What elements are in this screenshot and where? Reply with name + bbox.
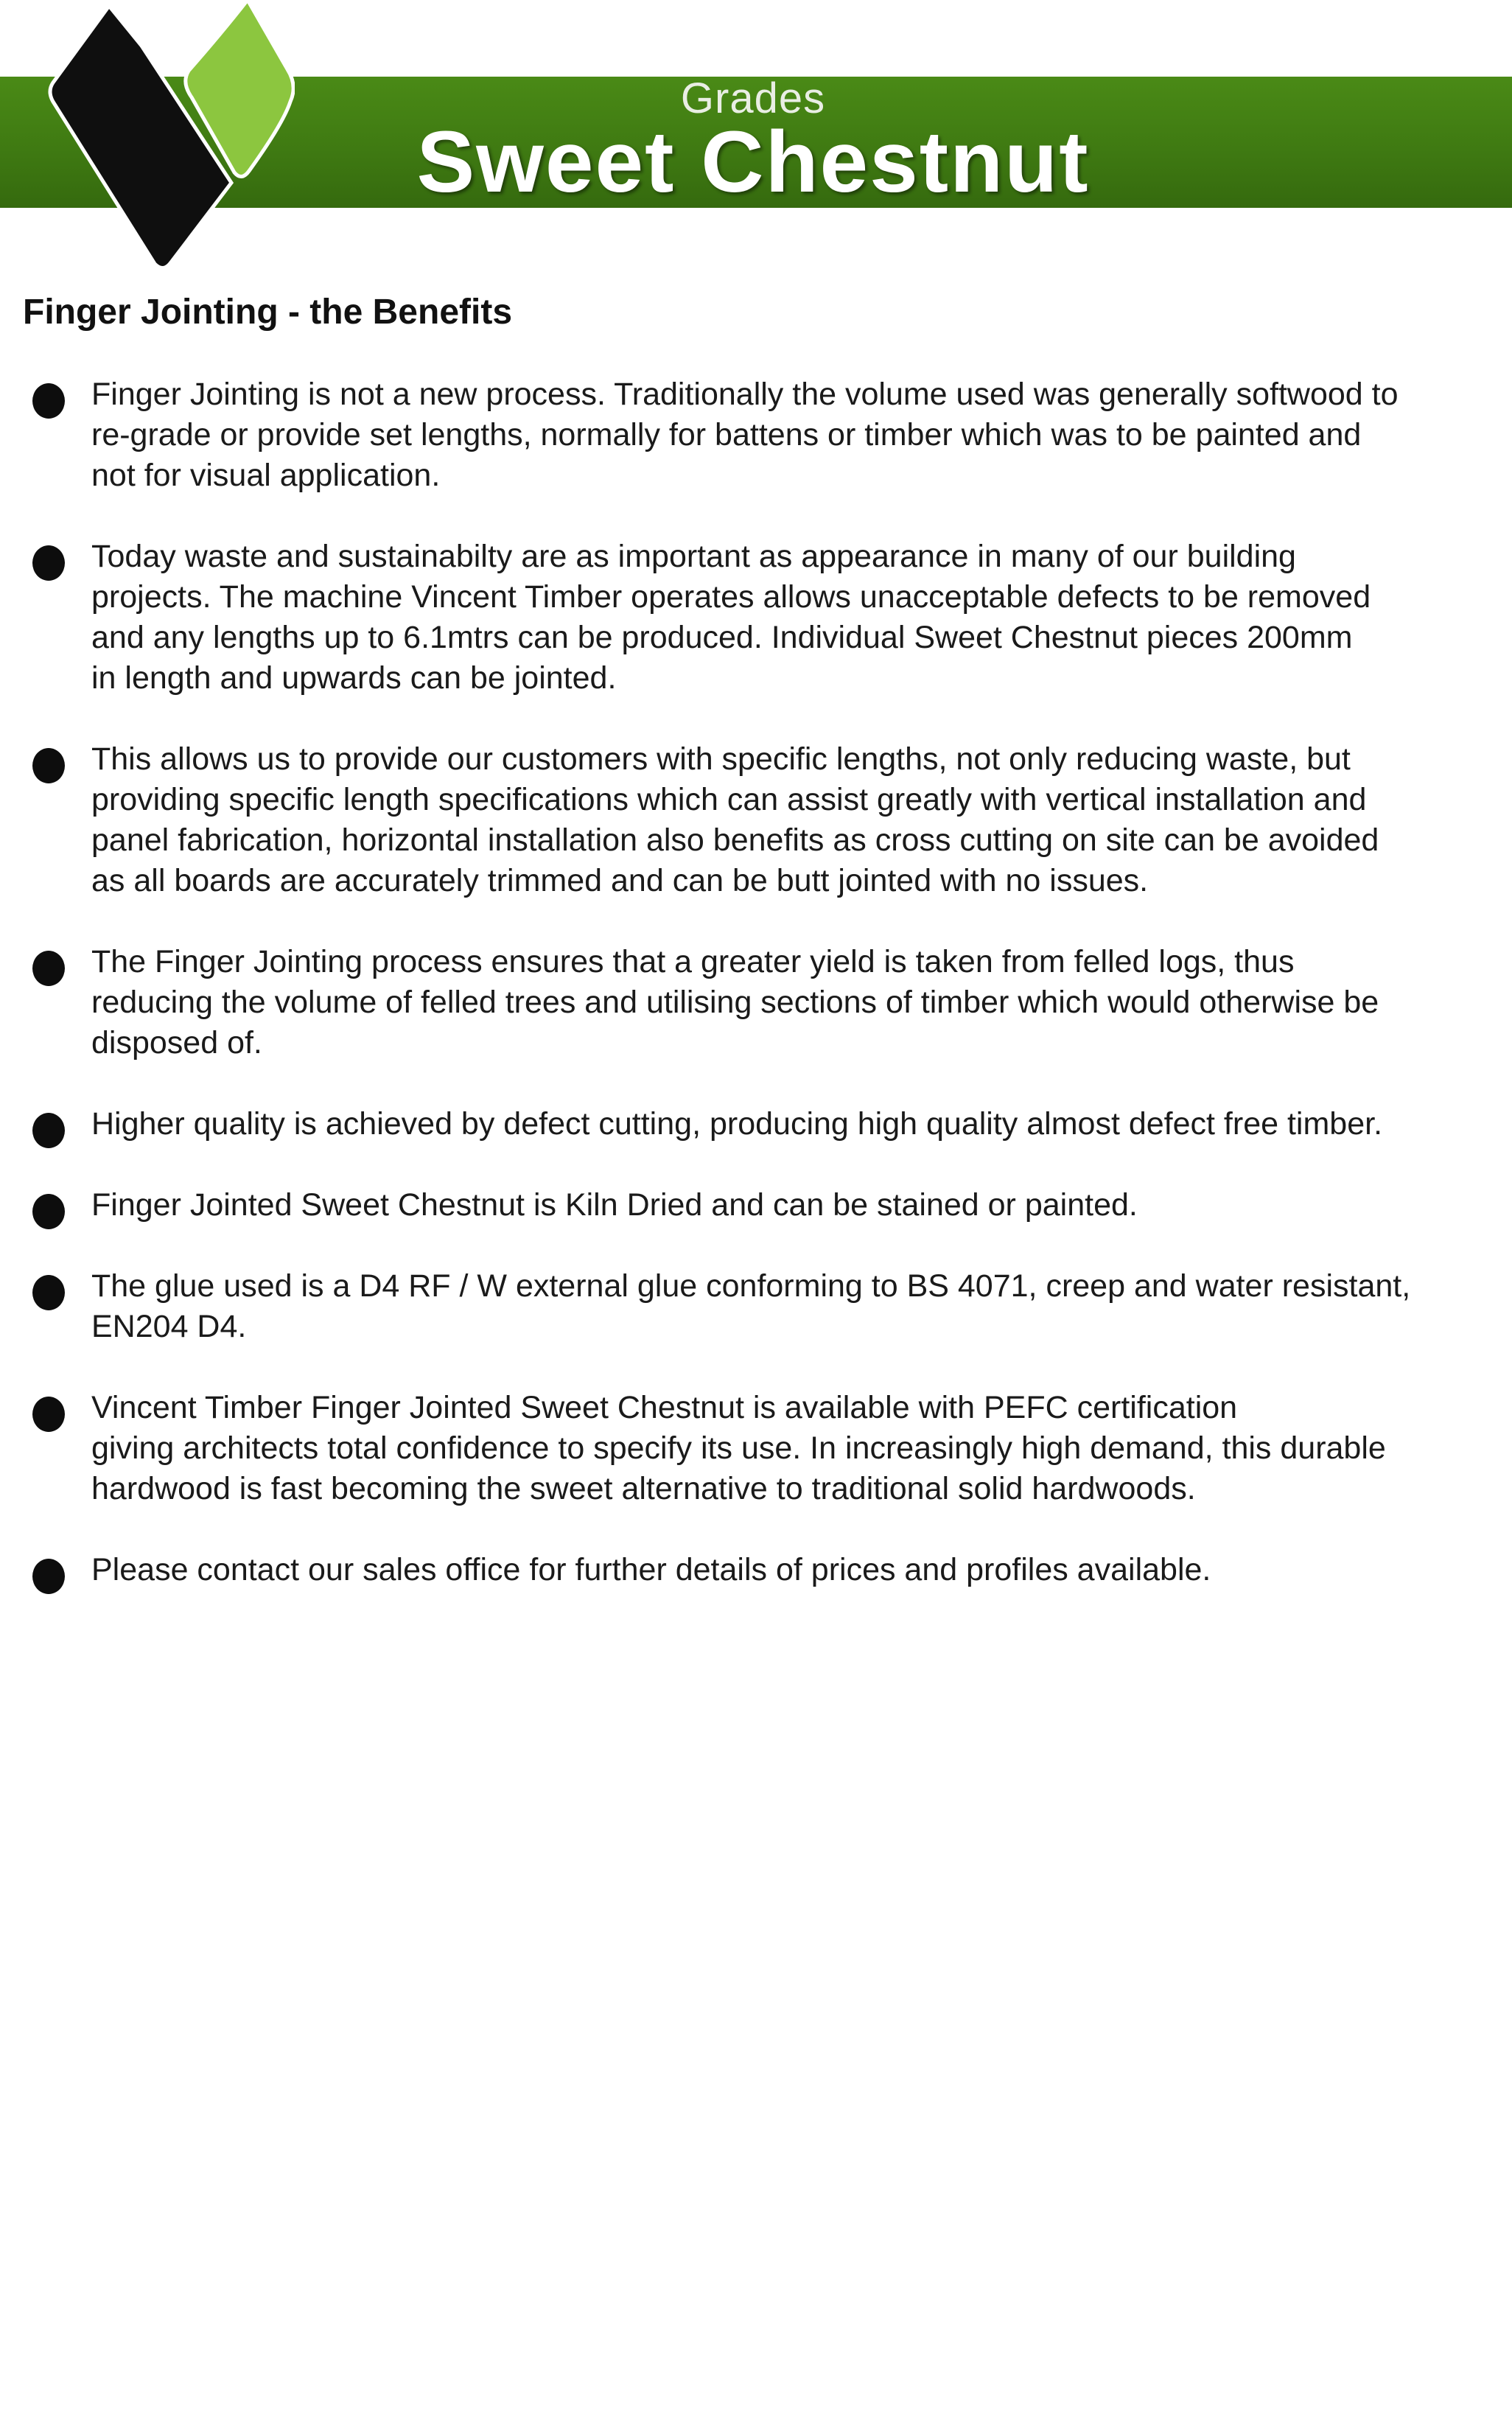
- section-heading: Finger Jointing - the Benefits: [23, 293, 513, 332]
- list-item-line: Higher quality is achieved by defect cutting, producing high quality almost defect free timber.: [91, 1106, 1383, 1142]
- list-item-line: disposed of.: [91, 1025, 262, 1060]
- list-item: [0, 1185, 1512, 1226]
- list-item-text: [91, 1388, 1497, 1509]
- list-item: [0, 374, 1512, 496]
- bullet-icon: [32, 748, 65, 783]
- list-item-line: Vincent Timber Finger Jointed Sweet Chestnut is available with PEFC certification: [91, 1390, 1238, 1425]
- list-item-line: and any lengths up to 6.1mtrs can be produced. Individual Sweet Chestnut pieces 200mm: [91, 620, 1353, 655]
- bullet-icon: [32, 1194, 65, 1229]
- list-item-line: Finger Jointing is not a new process. Traditionally the volume used was generally softwood to: [91, 377, 1399, 412]
- bullet-icon: [32, 1113, 65, 1148]
- list-item-line: providing specific length specifications which can assist greatly with vertical installation and: [91, 782, 1367, 817]
- list-item-line: The Finger Jointing process ensures that a greater yield is taken from felled logs, thus: [91, 944, 1295, 979]
- list-item-line: in length and upwards can be jointed.: [91, 660, 617, 696]
- list-item-line: Today waste and sustainabilty are as important as appearance in many of our building: [91, 539, 1296, 574]
- list-item-line: EN204 D4.: [91, 1309, 247, 1344]
- list-item-line: not for visual application.: [91, 458, 441, 493]
- list-item: [0, 942, 1512, 1063]
- list-item: [0, 537, 1512, 699]
- list-item-text: [91, 942, 1497, 1063]
- list-item-line: projects. The machine Vincent Timber operates allows unacceptable defects to be removed: [91, 579, 1371, 615]
- list-item-line: as all boards are accurately trimmed and can be butt jointed with no issues.: [91, 863, 1149, 898]
- list-item-line: The glue used is a D4 RF / W external glue conforming to BS 4071, creep and water resistant,: [91, 1268, 1411, 1304]
- list-item-text: [91, 1266, 1497, 1347]
- list-item-line: panel fabrication, horizontal installation also benefits as cross cutting on site can be avoided: [91, 822, 1379, 858]
- bullet-icon: [32, 545, 65, 581]
- list-item-line: Please contact our sales office for further details of prices and profiles available.: [91, 1552, 1211, 1587]
- list-item-text: [91, 1185, 1497, 1226]
- bullet-icon: [32, 1559, 65, 1594]
- benefits-list: [0, 374, 1512, 1631]
- list-item: [0, 1550, 1512, 1590]
- list-item-text: [91, 537, 1497, 699]
- banner-subtitle: Grades: [680, 74, 826, 122]
- list-item: [0, 1388, 1512, 1509]
- list-item-text: [91, 374, 1497, 496]
- list-item-line: reducing the volume of felled trees and utilising sections of timber which would otherwise be: [91, 985, 1379, 1020]
- list-item-text: [91, 739, 1497, 901]
- list-item-line: re-grade or provide set lengths, normally for battens or timber which was to be painted and: [91, 417, 1362, 452]
- banner-title: Sweet Chestnut: [416, 113, 1090, 211]
- bullet-icon: [32, 1275, 65, 1310]
- bullet-icon: [32, 951, 65, 986]
- list-item: [0, 739, 1512, 901]
- list-item-line: hardwood is fast becoming the sweet alternative to traditional solid hardwoods.: [91, 1471, 1196, 1506]
- list-item-text: [91, 1104, 1497, 1145]
- list-item: [0, 1104, 1512, 1145]
- bullet-icon: [32, 383, 65, 419]
- list-item-line: This allows us to provide our customers with specific lengths, not only reducing waste, but: [91, 741, 1351, 777]
- bullet-icon: [32, 1397, 65, 1432]
- list-item-text: [91, 1550, 1497, 1590]
- list-item: [0, 1266, 1512, 1347]
- list-item-line: giving architects total confidence to specify its use. In increasingly high demand, this durable: [91, 1430, 1386, 1466]
- list-item-line: Finger Jointed Sweet Chestnut is Kiln Dried and can be stained or painted.: [91, 1187, 1138, 1223]
